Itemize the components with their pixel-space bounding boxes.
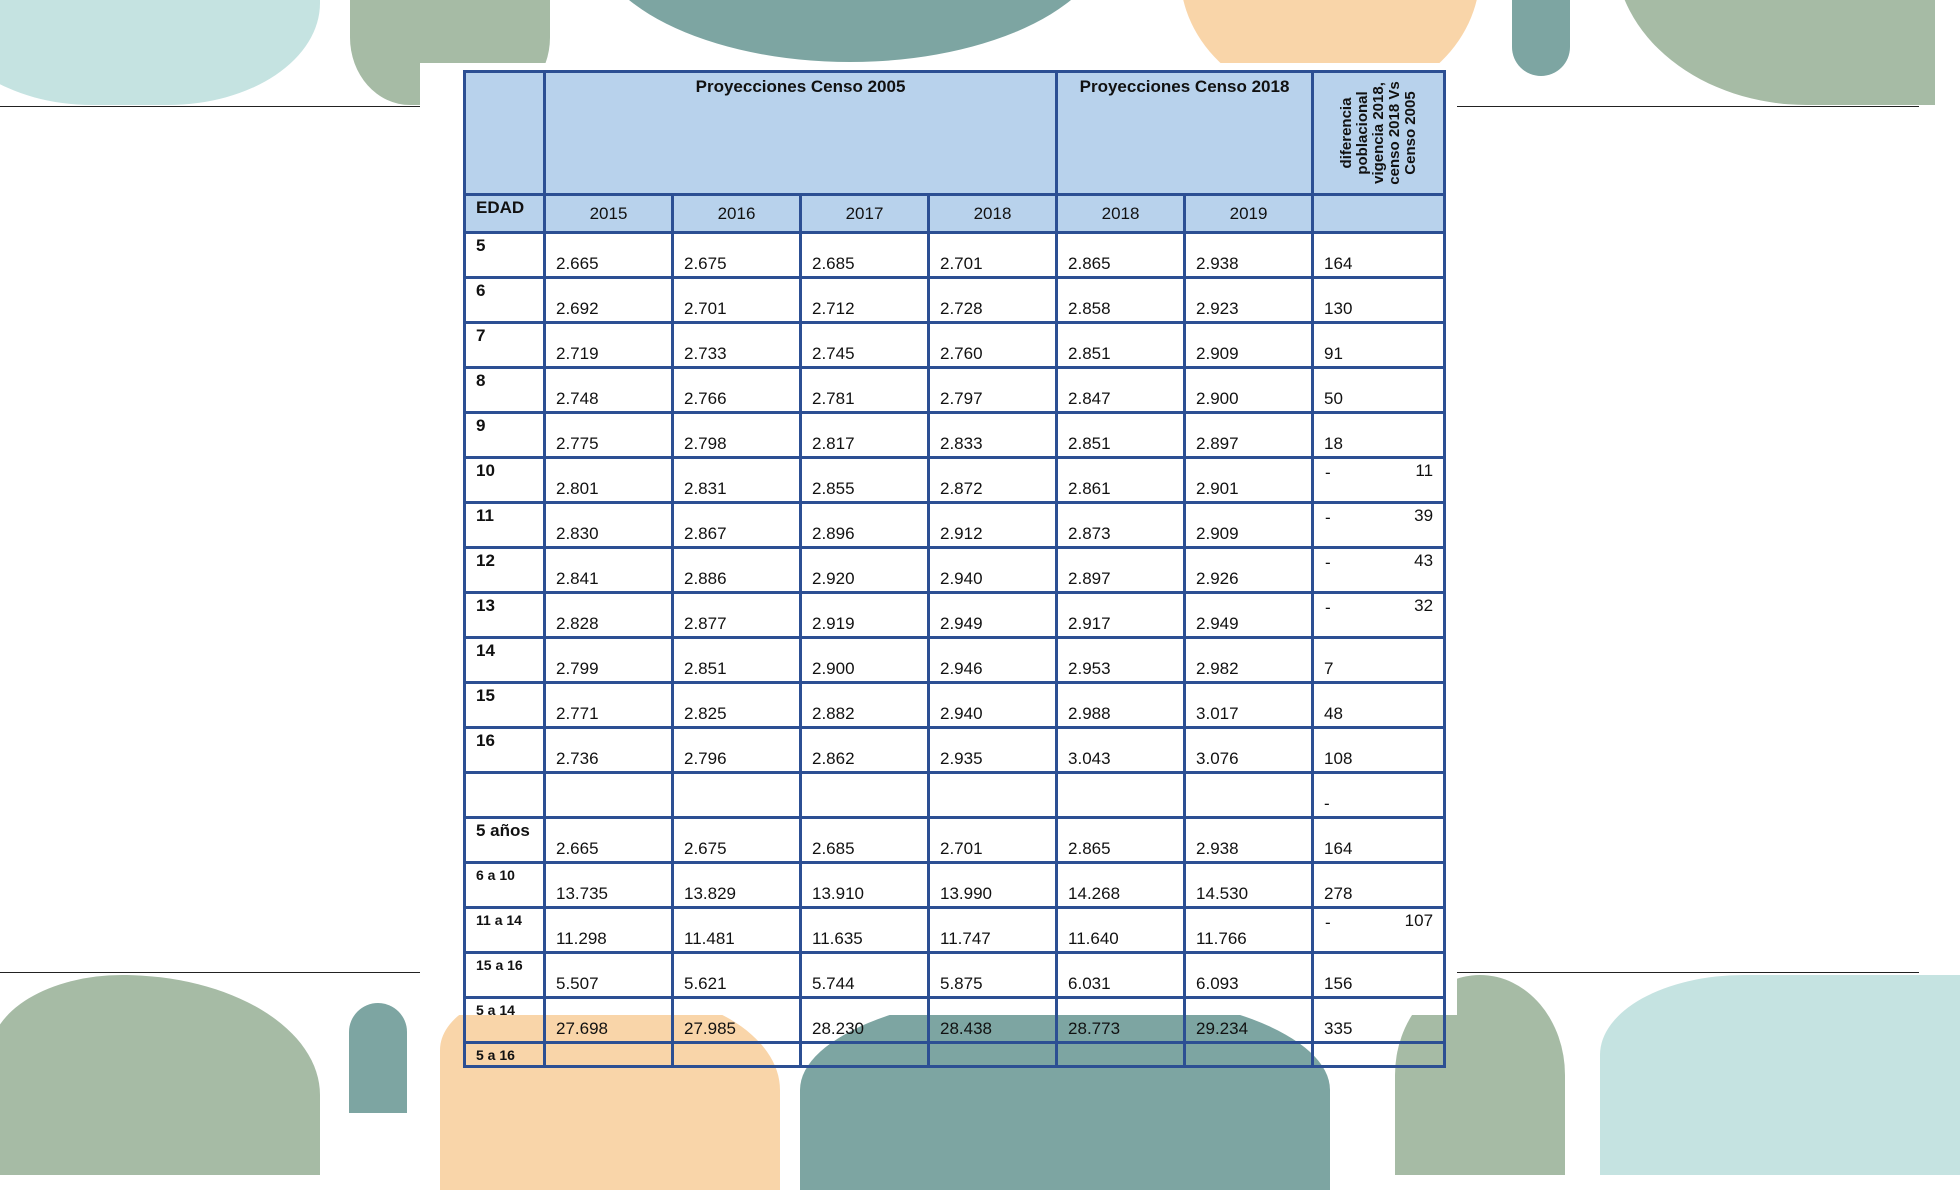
value-cell: 2.841 — [545, 548, 673, 593]
table-row-cut — [465, 1043, 1445, 1067]
value-cell: 5.744 — [801, 953, 929, 998]
value-cell: 2.886 — [673, 548, 801, 593]
empty-cell — [801, 1043, 929, 1067]
value-cell: 2.685 — [801, 233, 929, 278]
value-cell: 2.728 — [929, 278, 1057, 323]
table-row — [465, 278, 1445, 323]
value-cell: 2.712 — [801, 278, 929, 323]
value-cell: 2.847 — [1057, 368, 1185, 413]
value-cell: 6.031 — [1057, 953, 1185, 998]
value-cell: 14.530 — [1185, 863, 1313, 908]
difference-cell — [1313, 908, 1445, 953]
value-cell: 2.733 — [673, 323, 801, 368]
age-label-cell: 9 — [465, 413, 545, 458]
value-cell: 2.665 — [545, 818, 673, 863]
value-cell: 2.949 — [1185, 593, 1313, 638]
value-cell: 2.858 — [1057, 278, 1185, 323]
value-cell: 27.985 — [673, 998, 801, 1043]
age-label-cell: 16 — [465, 728, 545, 773]
value-cell: 2.872 — [929, 458, 1057, 503]
value-cell: 11.766 — [1185, 908, 1313, 953]
value-cell: 2.912 — [929, 503, 1057, 548]
value-cell: 11.298 — [545, 908, 673, 953]
value-cell: 28.438 — [929, 998, 1057, 1043]
value-cell: 2.938 — [1185, 233, 1313, 278]
diff-year-header-empty — [1313, 195, 1445, 233]
value-cell: 2.867 — [673, 503, 801, 548]
difference-value: 43 — [1414, 551, 1434, 570]
value-cell: 2.896 — [801, 503, 929, 548]
difference-value: 32 — [1414, 596, 1434, 615]
negative-sign: - — [1325, 913, 1331, 932]
value-cell: 2.865 — [1057, 233, 1185, 278]
difference-value: 11 — [1415, 461, 1434, 480]
age-label-cell: 5 a 16 — [465, 1043, 545, 1067]
negative-sign: - — [1325, 463, 1331, 482]
age-label-cell: 6 a 10 — [465, 863, 545, 908]
value-cell: 14.268 — [1057, 863, 1185, 908]
value-cell — [801, 773, 929, 818]
value-cell — [929, 773, 1057, 818]
difference-cell: 164 — [1313, 233, 1445, 278]
value-cell: 2.900 — [1185, 368, 1313, 413]
value-cell: 3.076 — [1185, 728, 1313, 773]
age-label-cell: 13 — [465, 593, 545, 638]
value-cell: 2.938 — [1185, 818, 1313, 863]
value-cell: 2.855 — [801, 458, 929, 503]
deco-blob-sage-top-right — [1615, 0, 1935, 105]
value-cell: 2.988 — [1057, 683, 1185, 728]
age-label-cell: 12 — [465, 548, 545, 593]
year-header: 2017 — [801, 195, 929, 233]
value-cell: 2.675 — [673, 818, 801, 863]
year-header: 2015 — [545, 195, 673, 233]
difference-cell: 91 — [1313, 323, 1445, 368]
age-label-cell: 15 a 16 — [465, 953, 545, 998]
value-cell: 2.831 — [673, 458, 801, 503]
value-cell: 2.851 — [673, 638, 801, 683]
value-cell: 2.897 — [1057, 548, 1185, 593]
value-cell: 2.701 — [929, 233, 1057, 278]
value-cell: 2.833 — [929, 413, 1057, 458]
value-cell: 3.017 — [1185, 683, 1313, 728]
table-row — [465, 503, 1445, 548]
negative-sign: - — [1325, 598, 1331, 617]
age-label-cell: 6 — [465, 278, 545, 323]
diff-header-cell — [1313, 72, 1445, 195]
difference-cell: 50 — [1313, 368, 1445, 413]
table-row — [465, 863, 1445, 908]
empty-cell — [1057, 1043, 1185, 1067]
value-cell — [1057, 773, 1185, 818]
table-row — [465, 998, 1445, 1043]
value-cell: 2.801 — [545, 458, 673, 503]
value-cell: 2.817 — [801, 413, 929, 458]
edad-header: EDAD — [465, 195, 545, 233]
table-body — [465, 233, 1445, 1067]
value-cell: 28.773 — [1057, 998, 1185, 1043]
value-cell: 2.901 — [1185, 458, 1313, 503]
value-cell: 13.735 — [545, 863, 673, 908]
census-projection-table — [463, 70, 1446, 1068]
difference-value: 107 — [1404, 911, 1434, 930]
corner-header-cell — [465, 72, 545, 195]
value-cell: 2.946 — [929, 638, 1057, 683]
value-cell: 2.909 — [1185, 503, 1313, 548]
difference-cell: 335 — [1313, 998, 1445, 1043]
table-row — [465, 548, 1445, 593]
value-cell: 2.862 — [801, 728, 929, 773]
table-row — [465, 368, 1445, 413]
year-header: 2018 — [1057, 195, 1185, 233]
difference-cell: 278 — [1313, 863, 1445, 908]
deco-blob-sage-bottom-left — [0, 975, 320, 1175]
value-cell: 2.897 — [1185, 413, 1313, 458]
value-cell: 2.760 — [929, 323, 1057, 368]
difference-cell — [1313, 503, 1445, 548]
deco-blob-teal-drop — [1512, 0, 1570, 76]
value-cell: 2.675 — [673, 233, 801, 278]
value-cell: 3.043 — [1057, 728, 1185, 773]
value-cell: 11.747 — [929, 908, 1057, 953]
age-label-cell: 5 a 14 — [465, 998, 545, 1043]
value-cell: 13.910 — [801, 863, 929, 908]
diff-header-text: diferencia poblacional vigencia 2018, censo 2018 Vs Censo 2005 — [1337, 81, 1419, 185]
age-label-cell: 8 — [465, 368, 545, 413]
value-cell: 2.766 — [673, 368, 801, 413]
value-cell: 11.640 — [1057, 908, 1185, 953]
value-cell — [673, 773, 801, 818]
value-cell: 2.825 — [673, 683, 801, 728]
value-cell: 2.953 — [1057, 638, 1185, 683]
deco-rule-bottom-right — [1457, 972, 1919, 973]
value-cell: 2.923 — [1185, 278, 1313, 323]
table-row — [465, 638, 1445, 683]
document-page — [420, 63, 1457, 1063]
difference-cell: - — [1313, 773, 1445, 818]
deco-rule-bottom-left — [0, 972, 420, 973]
table-row — [465, 323, 1445, 368]
value-cell: 6.093 — [1185, 953, 1313, 998]
value-cell: 2.940 — [929, 548, 1057, 593]
value-cell: 2.796 — [673, 728, 801, 773]
difference-cell: 108 — [1313, 728, 1445, 773]
value-cell: 2.920 — [801, 548, 929, 593]
age-label-cell — [465, 773, 545, 818]
value-cell: 2.798 — [673, 413, 801, 458]
table-row — [465, 593, 1445, 638]
value-cell: 2.926 — [1185, 548, 1313, 593]
value-cell: 2.917 — [1057, 593, 1185, 638]
value-cell: 2.701 — [929, 818, 1057, 863]
table-row — [465, 413, 1445, 458]
age-label-cell: 10 — [465, 458, 545, 503]
value-cell: 2.940 — [929, 683, 1057, 728]
value-cell: 2.882 — [801, 683, 929, 728]
difference-cell — [1313, 548, 1445, 593]
table-row — [465, 908, 1445, 953]
value-cell — [1185, 773, 1313, 818]
deco-rule-top-left — [0, 106, 420, 107]
value-cell: 2.877 — [673, 593, 801, 638]
value-cell: 2.851 — [1057, 413, 1185, 458]
value-cell: 2.949 — [929, 593, 1057, 638]
value-cell: 11.481 — [673, 908, 801, 953]
value-cell: 27.698 — [545, 998, 673, 1043]
empty-cell — [545, 1043, 673, 1067]
value-cell: 2.900 — [801, 638, 929, 683]
difference-cell: 48 — [1313, 683, 1445, 728]
value-cell: 2.935 — [929, 728, 1057, 773]
age-label-cell: 5 — [465, 233, 545, 278]
value-cell: 5.875 — [929, 953, 1057, 998]
deco-blob-teal-bottom-drop — [349, 1003, 407, 1113]
value-cell: 2.719 — [545, 323, 673, 368]
value-cell: 2.771 — [545, 683, 673, 728]
age-label-cell: 14 — [465, 638, 545, 683]
group-header-censo-2005: Proyecciones Censo 2005 — [545, 72, 1057, 195]
negative-sign: - — [1325, 553, 1331, 572]
value-cell: 2.745 — [801, 323, 929, 368]
value-cell: 13.829 — [673, 863, 801, 908]
table-row — [465, 953, 1445, 998]
value-cell: 2.797 — [929, 368, 1057, 413]
value-cell: 2.828 — [545, 593, 673, 638]
age-label-cell: 11 a 14 — [465, 908, 545, 953]
difference-cell: 7 — [1313, 638, 1445, 683]
value-cell: 2.736 — [545, 728, 673, 773]
value-cell: 2.865 — [1057, 818, 1185, 863]
age-label-cell: 11 — [465, 503, 545, 548]
empty-cell — [1185, 1043, 1313, 1067]
difference-cell: 18 — [1313, 413, 1445, 458]
table-row — [465, 728, 1445, 773]
group-header-censo-2018: Proyecciones Censo 2018 — [1057, 72, 1313, 195]
deco-blob-aqua-bottom-right — [1600, 975, 1960, 1175]
table-row — [465, 458, 1445, 503]
value-cell: 13.990 — [929, 863, 1057, 908]
value-cell: 2.775 — [545, 413, 673, 458]
difference-cell — [1313, 593, 1445, 638]
difference-cell: 130 — [1313, 278, 1445, 323]
value-cell: 11.635 — [801, 908, 929, 953]
deco-rule-top-right — [1457, 106, 1919, 107]
value-cell: 2.861 — [1057, 458, 1185, 503]
value-cell: 2.799 — [545, 638, 673, 683]
age-label-cell: 7 — [465, 323, 545, 368]
value-cell: 2.781 — [801, 368, 929, 413]
value-cell: 2.665 — [545, 233, 673, 278]
negative-sign: - — [1325, 508, 1331, 527]
age-label-cell: 15 — [465, 683, 545, 728]
value-cell: 2.701 — [673, 278, 801, 323]
difference-value: 39 — [1414, 506, 1434, 525]
empty-cell — [673, 1043, 801, 1067]
value-cell: 2.873 — [1057, 503, 1185, 548]
value-cell: 2.919 — [801, 593, 929, 638]
empty-cell — [929, 1043, 1057, 1067]
table-row — [465, 818, 1445, 863]
difference-cell: 164 — [1313, 818, 1445, 863]
difference-cell: 156 — [1313, 953, 1445, 998]
table-row — [465, 773, 1445, 818]
value-cell: 2.685 — [801, 818, 929, 863]
value-cell: 5.621 — [673, 953, 801, 998]
deco-blob-aqua-top-left — [0, 0, 320, 105]
year-header: 2019 — [1185, 195, 1313, 233]
age-label-cell: 5 años — [465, 818, 545, 863]
value-cell: 2.982 — [1185, 638, 1313, 683]
value-cell: 2.909 — [1185, 323, 1313, 368]
value-cell: 5.507 — [545, 953, 673, 998]
table-row — [465, 683, 1445, 728]
value-cell: 2.851 — [1057, 323, 1185, 368]
difference-cell — [1313, 458, 1445, 503]
year-header: 2018 — [929, 195, 1057, 233]
deco-blob-teal-top — [590, 0, 1110, 62]
empty-cell — [1313, 1043, 1445, 1067]
value-cell — [545, 773, 673, 818]
table-row — [465, 233, 1445, 278]
value-cell: 29.234 — [1185, 998, 1313, 1043]
value-cell: 2.748 — [545, 368, 673, 413]
value-cell: 2.830 — [545, 503, 673, 548]
value-cell: 28.230 — [801, 998, 929, 1043]
year-header: 2016 — [673, 195, 801, 233]
value-cell: 2.692 — [545, 278, 673, 323]
